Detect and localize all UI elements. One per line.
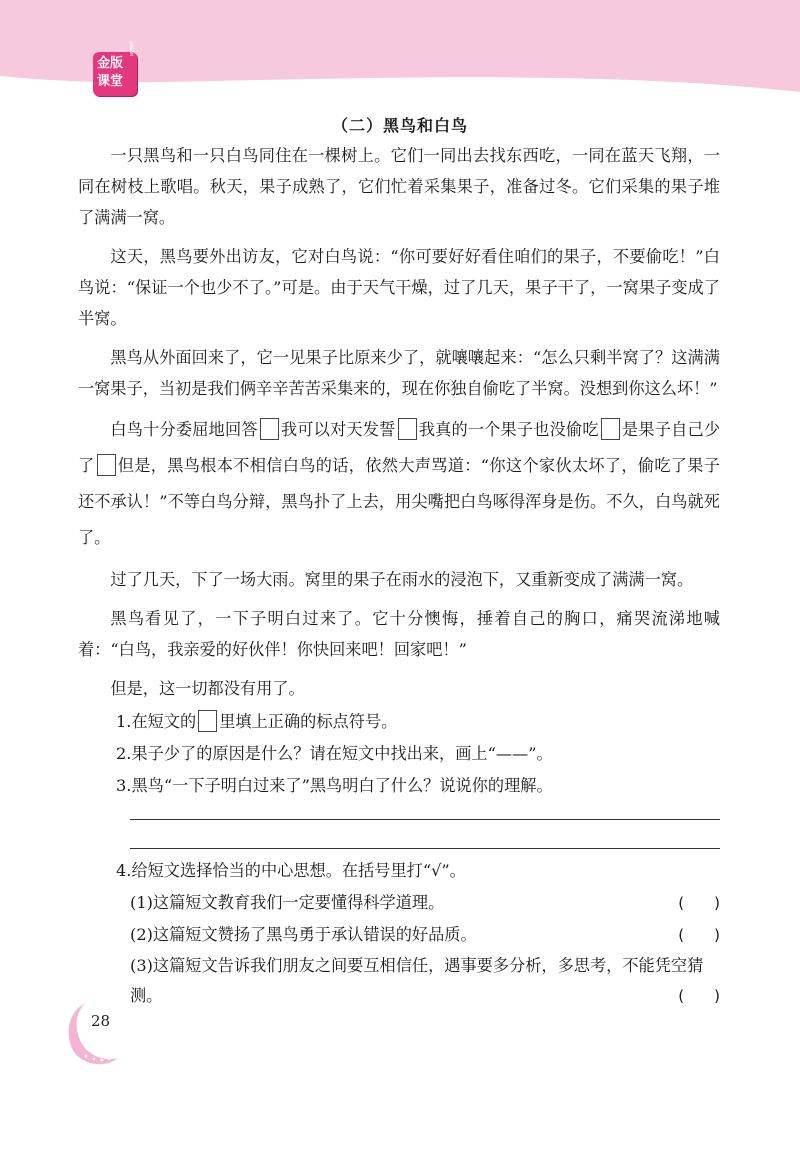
story-paragraph-7: 但是，这一切都没有用了。 [110, 679, 305, 698]
punctuation-box-2[interactable] [398, 418, 417, 440]
p4-segment-4: 是果子自己少了 [78, 420, 721, 475]
punctuation-box-4[interactable] [97, 454, 116, 476]
story-paragraph-5: 过了几天，下了一场大雨。窝里的果子在雨水的浸泡下，又重新变成了满满一窝。 [110, 570, 694, 589]
publisher-logo [93, 42, 137, 96]
section-title: （二）黑鸟和白鸟 [331, 116, 468, 135]
option-1-answer-paren[interactable]: ( ) [678, 894, 720, 912]
story-paragraph-3: 黑鸟从外面回来了，它一见果子比原来少了，就嚷嚷起来：“怎么只剩半窝了？这满满一窝果子，当初是我们俩辛辛苦苦采集来的，现在你独自偷吃了半窝。没想到你这么坏！” [78, 348, 720, 398]
p4-segment-5: 但是，黑鸟根本不相信白鸟的话，依然大声骂道：“你这个家伙太坏了，偷吃了果子还不承认！”不等白鸟分辩，黑鸟扑了上去，用尖嘴把白鸟啄得浑身是伤。不久，白鸟就死了。 [78, 456, 720, 547]
crescent-moon-icon [62, 1000, 122, 1070]
story-paragraph-6: 黑鸟看见了，一下子明白过来了。它十分懊悔，捶着自己的胸口，痛哭流涕地喊着：“白鸟，我亲爱的好伙伴！你快回来吧！回家吧！” [78, 609, 720, 659]
q1-text-b: 里填上正确的标点符号。 [219, 712, 398, 731]
option-2-text: (2)这篇短文赞扬了黑鸟勇于承认错误的好品质。 [130, 925, 477, 944]
option-3 [78, 951, 720, 1011]
option-3-text: (3)这篇短文告诉我们朋友之间要互相信任，遇事要多分析，多思考，不能凭空猜测。 [130, 956, 704, 1005]
option-2-answer-paren[interactable]: ( ) [678, 926, 720, 944]
logo-tiny-text: JINBAN [129, 42, 134, 56]
logo-text-2: 课堂 [97, 74, 124, 89]
story-paragraph-4 [78, 412, 720, 556]
option-1 [78, 887, 720, 919]
punctuation-box-1[interactable] [260, 418, 279, 440]
sample-box [198, 710, 217, 732]
p4-segment-1: 白鸟十分委屈地回答 [110, 420, 258, 439]
question-1 [78, 706, 720, 738]
option-2 [78, 919, 720, 951]
worksheet-body [78, 140, 720, 1011]
p4-segment-2: 我可以对天发誓 [280, 420, 396, 439]
question-4: 4.给短文选择恰当的中心思想。在括号里打“√”。 [116, 861, 466, 880]
page-number: 28 [91, 1012, 111, 1030]
question-2: 2.果子少了的原因是什么？请在短文中找出来，画上“——”。 [116, 744, 553, 763]
logo-text-1: 金版 [97, 56, 124, 71]
story-paragraph-1: 一只黑鸟和一只白鸟同住在一棵树上。它们一同出去找东西吃，一同在蓝天飞翔，一同在树枝上歌唱。秋天，果子成熟了，它们忙着采集果子，准备过冬。它们采集的果子堆了满满一窝。 [78, 146, 720, 227]
q1-text-a: 1.在短文的 [116, 712, 197, 731]
option-1-text: (1)这篇短文教育我们一定要懂得科学道理。 [130, 893, 445, 912]
option-3-answer-paren[interactable]: ( ) [678, 987, 720, 1005]
p4-segment-3: 我真的一个果子也没偷吃 [418, 420, 599, 439]
story-paragraph-2: 这天，黑鸟要外出访友，它对白鸟说：“你可要好好看住咱们的果子，不要偷吃！”白鸟说：“保证一个也少不了。”可是。由于天气干燥，过了几天，果子干了，一窝果子变成了半窝。 [78, 247, 720, 328]
question-3: 3.黑鸟“一下子明白过来了”黑鸟明白了什么？说说你的理解。 [116, 776, 553, 795]
punctuation-box-3[interactable] [601, 418, 620, 440]
